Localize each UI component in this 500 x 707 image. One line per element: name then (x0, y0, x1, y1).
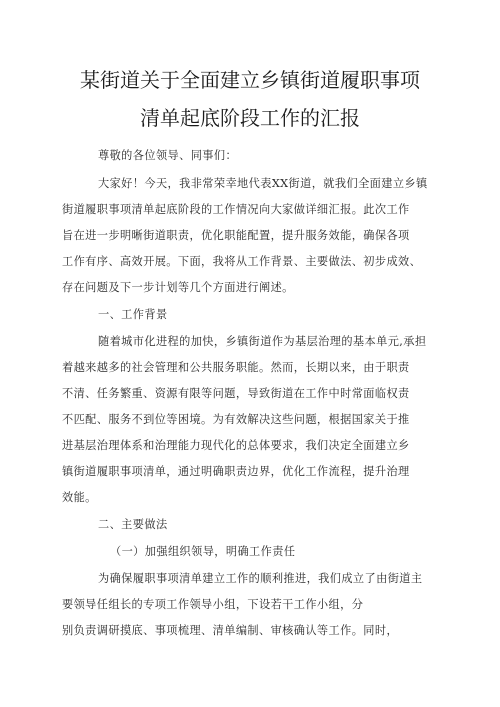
intro-line-4: 工作有序、高效开展。下面，我将从工作背景、主要做法、初步成效、 (62, 255, 422, 268)
section-1-line-6: 镇街道履职事项清单，通过明确职责边界，优化工作流程，提升治理 (62, 465, 410, 478)
subsection-1-line-2: 要领导任组长的专项工作领导小组，下设若干工作小组，分 (62, 598, 364, 611)
section-1-heading: 一、工作背景 (98, 308, 168, 321)
intro-line-2: 街道履职事项清单起底阶段的工作情况向大家做详细汇报。此次工作 (62, 203, 410, 216)
document-title-line-1: 某街道关于全面建立乡镇街道履职事项 (80, 68, 420, 92)
section-1-line-1: 随着城市化进程的加快，乡镇街道作为基层治理的基本单元,承担 (98, 335, 427, 348)
subsection-1-line-3: 别负责调研摸底、事项梳理、清单编制、审核确认等工作。同时， (62, 624, 399, 637)
section-1-line-7: 效能。 (62, 491, 97, 504)
salutation: 尊敬的各位领导、同事们： (98, 149, 238, 162)
section-1-line-3: 不清、任务繁重、资源有限等问题，导致街道在工作中时常面临权责 (62, 387, 410, 400)
intro-line-3: 旨在进一步明晰街道职责，优化职能配置，提升服务效能，确保各项 (62, 229, 410, 242)
section-1-line-5: 进基层治理体系和治理能力现代化的总体要求，我们决定全面建立乡 (62, 439, 410, 452)
section-1-line-4: 不匹配、服务不到位等困境。为有效解决这些问题，根据国家关于推 (62, 413, 410, 426)
section-2-heading: 二、主要做法 (98, 518, 168, 531)
intro-line-1: 大家好！今天，我非常荣幸地代表XX街道，就我们全面建立乡镇 (98, 177, 428, 190)
intro-line-5: 存在问题及下一步计划等几个方面进行阐述。 (62, 281, 294, 294)
section-1-line-2: 着越来越多的社会管理和公共服务职能。然而，长期以来，由于职责 (62, 361, 410, 374)
document-title-line-2: 清单起底阶段工作的汇报 (140, 106, 360, 130)
subsection-1-heading: （一）加强组织领导，明确工作责任 (110, 545, 296, 558)
subsection-1-line-1: 为确保履职事项清单建立工作的顺利推进，我们成立了由街道主 (98, 572, 423, 585)
